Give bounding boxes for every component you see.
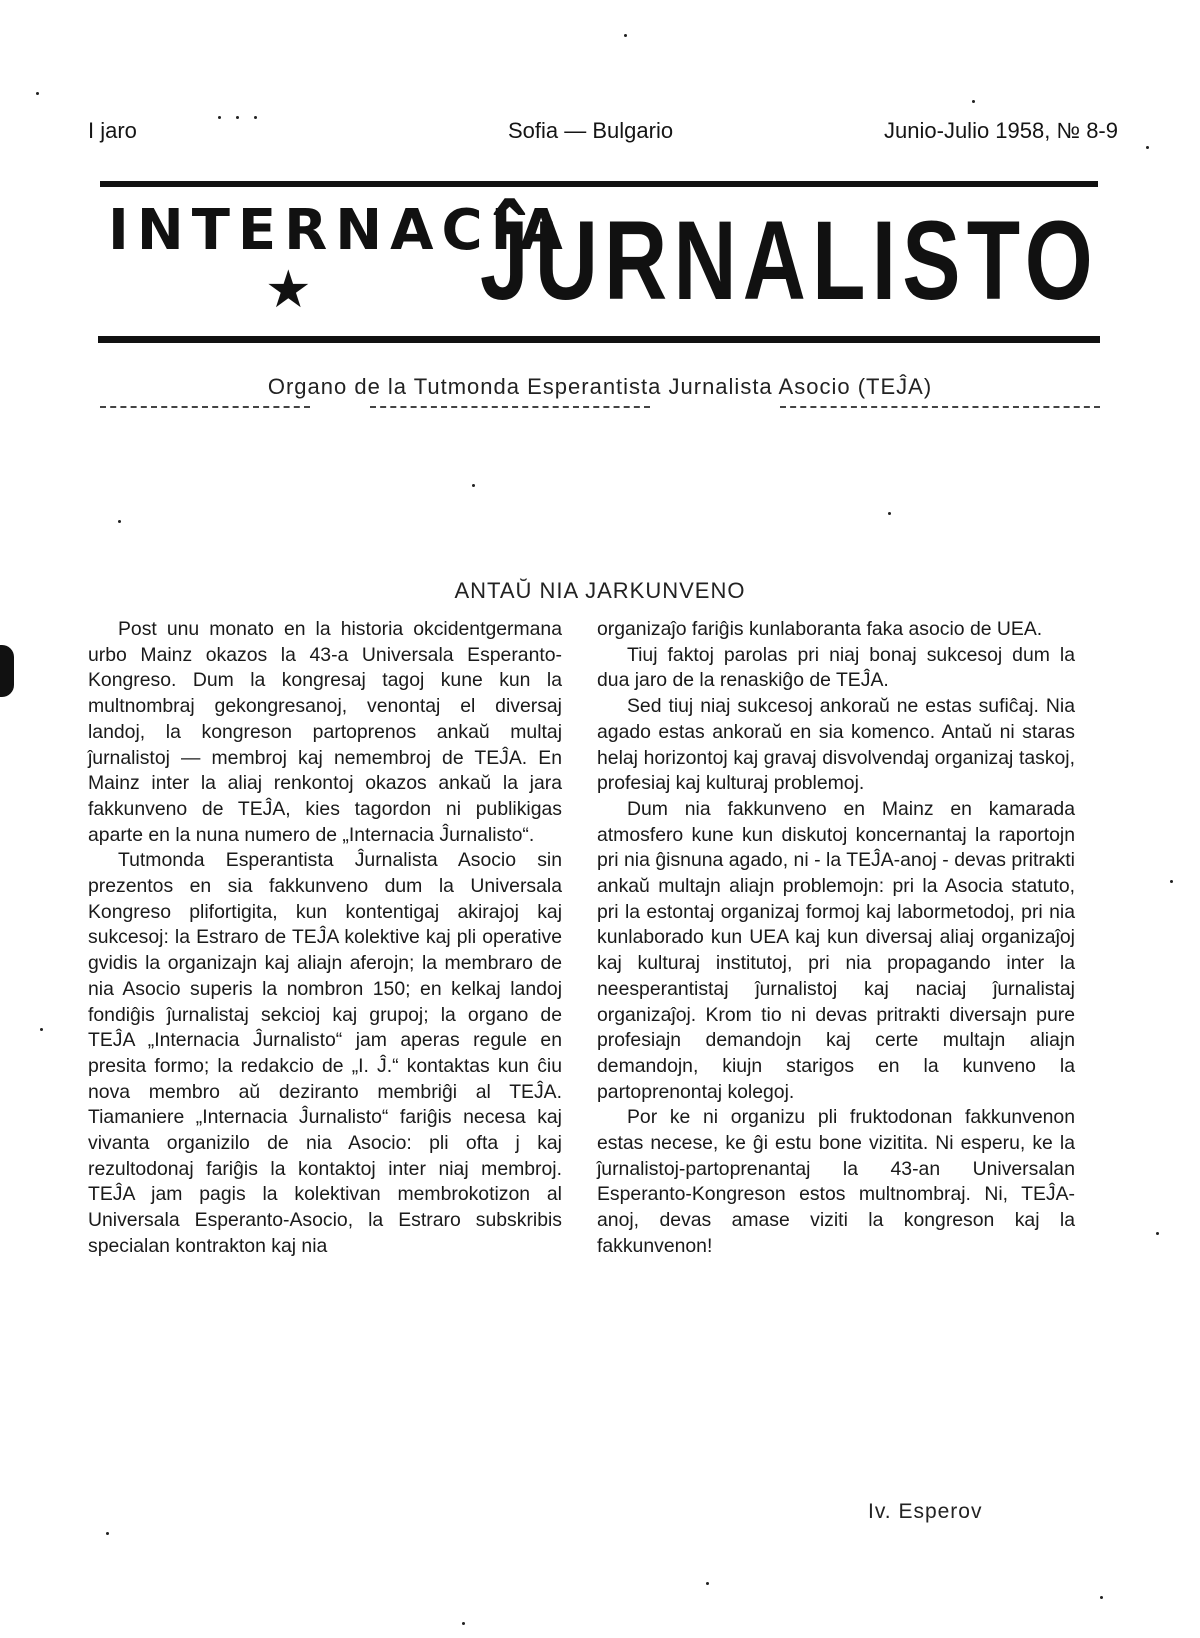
scan-speck xyxy=(1156,1232,1159,1235)
scan-speck xyxy=(972,100,975,103)
subtitle-divider-left xyxy=(100,406,310,408)
article-paragraph: Sed tiuj niaj sukcesoj ankoraŭ ne estas sufiĉaj. Nia agado estas ankoraŭ en sia komenco. Antaŭ ni staras helaj horizontoj kaj gravaj disvolvendaj organizaj taskoj, profesiaj kaj kulturaj problemoj. xyxy=(597,695,1075,795)
scan-blot xyxy=(0,645,14,697)
article-author: Iv. Esperov xyxy=(868,1500,983,1523)
scan-speck xyxy=(1146,146,1149,149)
article-paragraph: Dum nia fakkunveno en Mainz en kamarada atmosfero kune kun diskutoj koncernantaj la raportojn pri nia ĝisnuna agado, ni - la TEĴA-anoj - devas pritrakti ankaŭ multajn aliajn problemojn: pri la Asocia statuto, pri la estontaj organizaj formoj kaj labormetodoj, pri nia kunlaborado kun UEA kaj kun diversaj aliaj organizaĵoj kaj kulturaj institutoj, pri nia propagando inter la neesperantistaj ĵurnalistoj kaj naciaj ĵurnalistaj organizaĵoj. Krom tio ni devas pritrakti diversajn pure profesiajn demandojn kaj certe multajn aliajn demandojn, kiujn starigos en la kunveno la partoprenontaj kolegoj. xyxy=(597,797,1075,1103)
article-title: ANTAŬ NIA JARKUNVENO xyxy=(454,578,746,603)
scan-speck xyxy=(706,1582,709,1585)
article-right-column xyxy=(597,617,1075,1260)
issue-info-line xyxy=(88,118,1118,148)
masthead-top-rule xyxy=(100,181,1098,187)
scan-speck xyxy=(888,512,891,515)
scan-speck xyxy=(1170,880,1173,883)
article-paragraph: organizaĵo fariĝis kunlaboranta faka asocio de UEA. xyxy=(597,618,1043,640)
article-paragraph: Tiuj faktoj parolas pri niaj bonaj sukcesoj dum la dua jaro de la renaskiĝo de TEĴA. xyxy=(597,643,1075,692)
scan-speck xyxy=(472,484,475,487)
article-paragraph: Post unu monato en la historia okcidentgermana urbo Mainz okazos la 43-a Universala Esperanto-Kongreso. Dum la kongresaj tagoj kune kun la multnombraj gekongresanoj, venontaj el diversaj landoj, la kongreson partoprenos ankaŭ multaj ĵurnalistoj — membroj kaj nemembroj de TEĴA. En Mainz inter la aliaj renkontoj okazos ankaŭ la jara fakkunveno de TEĴA, kies tagordon ni publikigas aparte en la nuna numero de „Internacia Ĵurnalisto“. xyxy=(88,618,562,846)
scan-speck xyxy=(462,1622,465,1625)
scan-speck xyxy=(254,116,257,119)
star-icon: ★ xyxy=(265,261,312,319)
issue-date: Junio-Julio 1958, № 8-9 xyxy=(884,118,1118,143)
article-left-column xyxy=(88,617,562,1260)
masthead-title-jurnalisto: ĴURNALISTO xyxy=(480,198,1099,323)
publication-place: Sofia — Bulgario xyxy=(508,118,674,143)
article-paragraph: Por ke ni organizu pli fruktodonan fakkunvenon estas necese, ke ĝi estu bone vizitita. Ni esperu, ke la ĵurnalistoj-partoprenantaj la 43-an Universalan Esperanto-Kongreson estos multnombraj. Ni, TEĴA-anoj, devas amase viziti la kongreson kaj la fakkunvenon! xyxy=(597,1106,1075,1257)
issue-number: I jaro xyxy=(88,118,137,143)
masthead-title-internacia: INTERNACIA xyxy=(108,198,571,263)
scan-speck xyxy=(218,116,221,119)
scan-speck xyxy=(106,1532,109,1535)
scan-speck xyxy=(36,92,39,95)
scan-speck xyxy=(40,1028,43,1031)
article-paragraph: Tutmonda Esperantista Ĵurnalista Asocio sin prezentos en sia fakkunveno dum la Universala Kongreso plifortigita, kun kontentigaj akirajoj kaj sukcesoj: la Estraro de TEĴA kolektive kaj pli operative gvidis la organizajn kaj aliajn aferojn; la membraro de nia Asocio superis la nombron 150; en kelkaj landoj fondiĝis ĵurnalistaj sekcioj kaj grupoj; la organo de TEĴA „Internacia Ĵurnalisto“ jam aperas regule en presita formo; la redakcio de „I. Ĵ.“ kontaktas kun ĉiu nova membro aŭ deziranto membriĝi al TEĴA. Tiamaniere „Internacia Ĵurnalisto“ fariĝis necesa kaj vivanta organizilo de nia Asocio: pli ofta j kaj rezultodonaj fariĝis la kontaktoj inter niaj membroj. TEĴA jam pagis la kolektivan membrokotizon al Universala Esperanto-Asocio, la Estraro subskribis specialan kontrakton kaj nia xyxy=(88,849,562,1257)
subtitle-divider-right xyxy=(780,406,1100,408)
scan-speck xyxy=(1100,1596,1103,1599)
scan-speck xyxy=(118,520,121,523)
scan-speck xyxy=(236,116,239,119)
subtitle-divider-middle xyxy=(370,406,650,408)
scan-speck xyxy=(624,34,627,37)
masthead-bottom-rule xyxy=(98,336,1100,343)
masthead-subtitle: Organo de la Tutmonda Esperantista Jurnalista Asocio (TEĴA) xyxy=(267,374,933,399)
